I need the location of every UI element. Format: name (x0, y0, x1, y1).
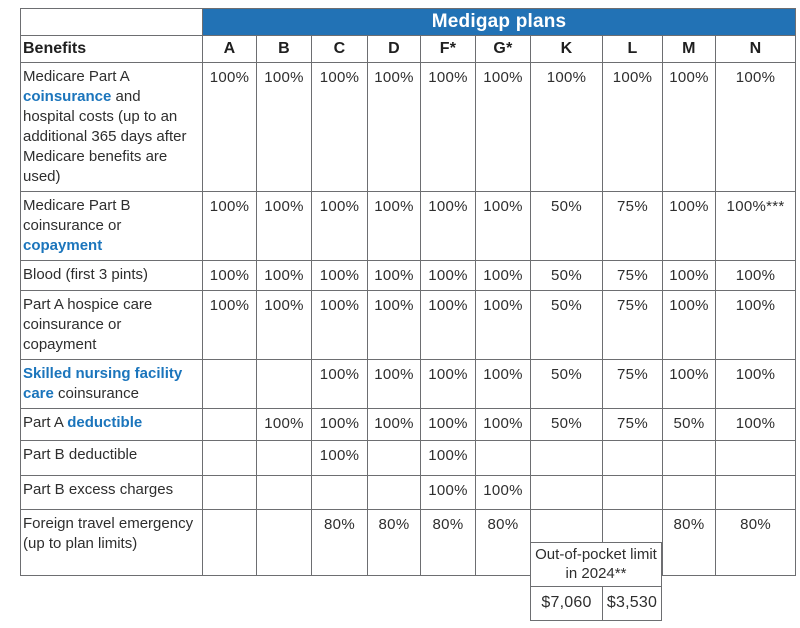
plan-value-g-row1: 100% (476, 63, 531, 192)
plan-value-f-row5: 100% (421, 360, 476, 409)
benefit-text: Medicare Part B coinsurance or (23, 197, 131, 234)
plan-column-header-a: A (203, 36, 257, 63)
plan-header-row (21, 36, 796, 63)
plan-value-k-row4: 50% (531, 291, 603, 360)
plan-value-f-row2: 100% (421, 192, 476, 261)
plan-column-header-f: F* (421, 36, 476, 63)
plan-value-d-row4: 100% (368, 291, 421, 360)
plan-value-d-row8 (368, 476, 421, 510)
plan-value-n-row6: 100% (716, 409, 796, 441)
plan-value-k-row6: 50% (531, 409, 603, 441)
plan-value-k-row3: 50% (531, 261, 603, 291)
plan-value-f-row1: 100% (421, 63, 476, 192)
plan-value-m-row2: 100% (663, 192, 716, 261)
plan-value-c-row1: 100% (312, 63, 368, 192)
plan-value-m-row5: 100% (663, 360, 716, 409)
plan-value-d-row3: 100% (368, 261, 421, 291)
benefit-text: Part A (23, 414, 68, 431)
out-of-pocket-limit-plan-l: $3,530 (602, 587, 661, 620)
plan-value-a-row1: 100% (203, 63, 257, 192)
plan-value-m-row7 (663, 441, 716, 476)
plan-value-c-row6: 100% (312, 409, 368, 441)
plan-value-g-row3: 100% (476, 261, 531, 291)
plan-value-b-row2: 100% (257, 192, 312, 261)
plan-value-b-row7 (257, 441, 312, 476)
out-of-pocket-limit-plan-k: $7,060 (541, 594, 592, 611)
plan-value-m-row8 (663, 476, 716, 510)
plan-value-a-row8 (203, 476, 257, 510)
plan-value-a-row2: 100% (203, 192, 257, 261)
plan-column-header-g: G* (476, 36, 531, 63)
plan-value-b-row4: 100% (257, 291, 312, 360)
plan-value-b-row3: 100% (257, 261, 312, 291)
benefit-label (21, 510, 203, 576)
plan-value-g-row9: 80% (476, 510, 531, 576)
plan-value-m-row9: 80% (663, 510, 716, 576)
plan-value-a-row9 (203, 510, 257, 576)
plan-column-header-n: N (716, 36, 796, 63)
benefit-text: Blood (first 3 pints) (23, 266, 149, 283)
plan-value-g-row8: 100% (476, 476, 531, 510)
plan-value-d-row1: 100% (368, 63, 421, 192)
benefit-text: Part B deductible (23, 446, 138, 463)
benefit-label (21, 192, 203, 261)
plan-value-c-row4: 100% (312, 291, 368, 360)
benefit-text: coinsurance (53, 385, 139, 402)
plan-value-n-row3: 100% (716, 261, 796, 291)
plan-value-a-row6 (203, 409, 257, 441)
plan-value-b-row6: 100% (257, 409, 312, 441)
plan-value-a-row4: 100% (203, 291, 257, 360)
glossary-link[interactable]: deductible (67, 414, 143, 431)
plan-value-f-row6: 100% (421, 409, 476, 441)
benefit-row (21, 360, 796, 409)
plan-value-g-row4: 100% (476, 291, 531, 360)
plan-value-d-row5: 100% (368, 360, 421, 409)
plan-value-m-row4: 100% (663, 291, 716, 360)
glossary-link[interactable]: copayment (23, 237, 103, 254)
benefit-text: Part A hospice care coinsurance or copayment (23, 296, 153, 353)
plan-value-n-row4: 100% (716, 291, 796, 360)
benefit-label (21, 409, 203, 441)
plan-value-g-row6: 100% (476, 409, 531, 441)
plan-value-b-row1: 100% (257, 63, 312, 192)
plan-value-d-row7 (368, 441, 421, 476)
plan-value-n-row5: 100% (716, 360, 796, 409)
plan-value-b-row5 (257, 360, 312, 409)
plan-value-m-row1: 100% (663, 63, 716, 192)
plan-value-k-row8 (531, 476, 603, 510)
plan-value-c-row7: 100% (312, 441, 368, 476)
plan-value-l-row2: 75% (603, 192, 663, 261)
glossary-link[interactable]: coinsurance (23, 88, 112, 105)
plan-value-a-row5 (203, 360, 257, 409)
plan-value-n-row9: 80% (716, 510, 796, 576)
plan-value-b-row8 (257, 476, 312, 510)
benefits-column-header: Benefits (21, 36, 203, 63)
plan-column-header-l: L (603, 36, 663, 63)
benefit-text: Foreign travel emergency (up to plan limits) (23, 515, 194, 552)
banner-row (21, 9, 796, 36)
benefit-label (21, 63, 203, 192)
plan-value-m-row6: 50% (663, 409, 716, 441)
benefit-label (21, 261, 203, 291)
plan-value-k-row5: 50% (531, 360, 603, 409)
out-of-pocket-box (530, 542, 662, 621)
benefit-row (21, 261, 796, 291)
plan-value-k-row1: 100% (531, 63, 603, 192)
benefit-text: Part B excess charges (23, 481, 174, 498)
plan-value-c-row8 (312, 476, 368, 510)
benefit-row (21, 476, 796, 510)
benefit-row (21, 192, 796, 261)
plan-value-f-row3: 100% (421, 261, 476, 291)
plan-value-n-row2: 100%*** (716, 192, 796, 261)
plan-value-c-row2: 100% (312, 192, 368, 261)
benefit-row (21, 510, 796, 576)
plan-column-header-b: B (257, 36, 312, 63)
benefit-row (21, 441, 796, 476)
plan-value-l-row3: 75% (603, 261, 663, 291)
plan-value-d-row6: 100% (368, 409, 421, 441)
benefit-label (21, 476, 203, 510)
plan-value-f-row8: 100% (421, 476, 476, 510)
plan-value-d-row2: 100% (368, 192, 421, 261)
benefit-row (21, 291, 796, 360)
plan-value-l-row8 (603, 476, 663, 510)
plan-value-f-row9: 80% (421, 510, 476, 576)
out-of-pocket-label: Out-of-pocket limit in 2024** (531, 543, 661, 587)
plan-value-k-row7 (531, 441, 603, 476)
plan-column-header-d: D (368, 36, 421, 63)
plan-value-b-row9 (257, 510, 312, 576)
benefit-text: and hospital costs (up to an additional 365 days after Medicare benefits are used) (23, 88, 187, 185)
out-of-pocket-values (531, 587, 661, 620)
plan-value-c-row3: 100% (312, 261, 368, 291)
benefit-label (21, 441, 203, 476)
plan-value-g-row5: 100% (476, 360, 531, 409)
benefit-text: Medicare Part A (23, 68, 129, 85)
benefit-label (21, 291, 203, 360)
table-title: Medigap plans (203, 9, 796, 36)
plan-value-n-row1: 100% (716, 63, 796, 192)
plan-value-a-row7 (203, 441, 257, 476)
plan-value-l-row6: 75% (603, 409, 663, 441)
plan-column-header-m: M (663, 36, 716, 63)
benefit-row (21, 409, 796, 441)
plan-value-g-row7 (476, 441, 531, 476)
plan-column-header-c: C (312, 36, 368, 63)
plan-value-f-row4: 100% (421, 291, 476, 360)
plan-value-l-row4: 75% (603, 291, 663, 360)
plan-value-l-row1: 100% (603, 63, 663, 192)
plan-value-d-row9: 80% (368, 510, 421, 576)
glossary-link[interactable]: Skilled nursing facility care (23, 365, 183, 402)
plan-value-l-row7 (603, 441, 663, 476)
benefit-label (21, 360, 203, 409)
benefit-row (21, 63, 796, 192)
plan-value-l-row5: 75% (603, 360, 663, 409)
plan-value-f-row7: 100% (421, 441, 476, 476)
plan-value-g-row2: 100% (476, 192, 531, 261)
plan-value-n-row7 (716, 441, 796, 476)
plan-value-n-row8 (716, 476, 796, 510)
plan-value-a-row3: 100% (203, 261, 257, 291)
medigap-plans-table (20, 8, 796, 576)
plan-value-c-row9: 80% (312, 510, 368, 576)
plan-value-k-row2: 50% (531, 192, 603, 261)
corner-spacer (21, 9, 203, 36)
plan-column-header-k: K (531, 36, 603, 63)
plan-value-m-row3: 100% (663, 261, 716, 291)
plan-value-c-row5: 100% (312, 360, 368, 409)
